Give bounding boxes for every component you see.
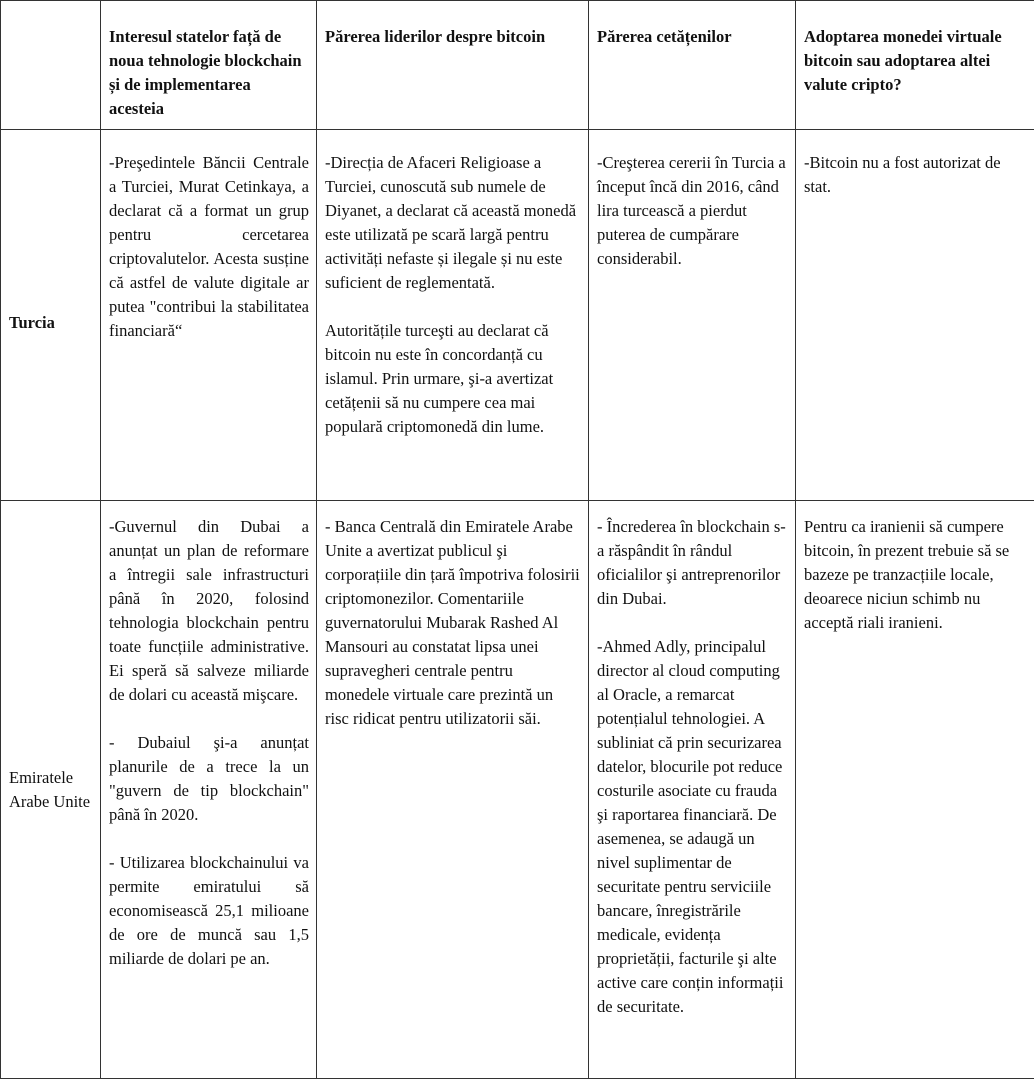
leaders-paragraph: - Banca Centrală din Emiratele Arabe Unite a avertizat publicul şi corporațiile din țară împotriva folosirii criptomonezilor. Comentariile guvernatorului Mubarak Rashed Al Mansouri au constatat lipsa unei supravegheri centrale pentru monedele virtuale care prezintă un risc ridicat pentru utilizatorii săi. bbox=[325, 515, 581, 731]
citizens-cell bbox=[589, 130, 796, 501]
adoption-paragraph: Pentru ca iranienii să cumpere bitcoin, în prezent trebuie să se bazeze pe tranzacțiile locale, deoarece niciun schimb nu acceptă riali iranieni. bbox=[804, 515, 1027, 635]
interest-paragraph: -Preşedintele Băncii Centrale a Turciei, Murat Cetinkaya, a declarat că a format un grup pentru cercetarea criptovalutelor. Acesta susține că astfel de valute digitale ar putea "contribui la stabilitatea financiară“ bbox=[109, 151, 309, 343]
header-row bbox=[1, 1, 1034, 130]
adoption-paragraph: -Bitcoin nu a fost autorizat de stat. bbox=[804, 151, 1027, 199]
leaders-cell bbox=[317, 130, 589, 501]
header-interest: Interesul statelor față de noua tehnologie blockchain și de implementarea acesteia bbox=[101, 1, 317, 130]
interest-cell bbox=[101, 130, 317, 501]
table-row bbox=[1, 130, 1034, 501]
citizens-paragraph: -Ahmed Adly, principalul director al cloud computing al Oracle, a remarcat potențialul tehnologiei. A subliniat că prin securizarea datelor, blocurile pot reduce costurile asociate cu frauda şi raportarea financiară. De asemenea, se adaugă un nivel suplimentar de securitate pentru serviciile bancare, înregistrările medicale, evidența proprietății, facturile şi alte active care conțin informații de securitate. bbox=[597, 635, 788, 1019]
header-citizens: Părerea cetățenilor bbox=[589, 1, 796, 130]
leaders-paragraph: -Direcția de Afaceri Religioase a Turciei, cunoscută sub numele de Diyanet, a declarat că această monedă este utilizată pe scară largă pentru activități nefaste și ilegale și nu este suficient de reglementată. bbox=[325, 151, 581, 295]
citizens-cell bbox=[589, 501, 796, 1079]
header-adoption: Adoptarea monedei virtuale bitcoin sau adoptarea altei valute cripto? bbox=[796, 1, 1034, 130]
adoption-cell bbox=[796, 130, 1034, 501]
leaders-cell bbox=[317, 501, 589, 1079]
adoption-cell bbox=[796, 501, 1034, 1079]
leaders-paragraph: Autoritățile turceşti au declarat că bitcoin nu este în concordanță cu islamul. Prin urmare, şi-a avertizat cetățenii să nu cumpere cea mai populară criptomonedă din lume. bbox=[325, 319, 581, 439]
table-row bbox=[1, 501, 1034, 1079]
interest-paragraph: - Dubaiul şi-a anunțat planurile de a trece la un "guvern de tip blockchain" până în 2020. bbox=[109, 731, 309, 827]
interest-paragraph: -Guvernul din Dubai a anunțat un plan de reformare a întregii sale infrastructuri până în 2020, folosind tehnologia blockchain pentru toate funcțiile administrative. Ei speră să salveze miliarde de dolari cu această mişcare. bbox=[109, 515, 309, 707]
country-cell: Turcia bbox=[1, 130, 101, 501]
header-country bbox=[1, 1, 101, 130]
citizens-paragraph: -Creşterea cererii în Turcia a început încă din 2016, când lira turcească a pierdut puterea de cumpărare considerabil. bbox=[597, 151, 788, 271]
interest-paragraph: - Utilizarea blockchainului va permite emiratului să economisească 25,1 milioane de ore de muncă sau 1,5 miliarde de dolari pe an. bbox=[109, 851, 309, 971]
header-leaders: Părerea liderilor despre bitcoin bbox=[317, 1, 589, 130]
interest-cell bbox=[101, 501, 317, 1079]
citizens-paragraph: - Încrederea în blockchain s-a răspândit în rândul oficialilor şi antreprenorilor din Dubai. bbox=[597, 515, 788, 611]
country-cell: Emiratele Arabe Unite bbox=[1, 501, 101, 1079]
